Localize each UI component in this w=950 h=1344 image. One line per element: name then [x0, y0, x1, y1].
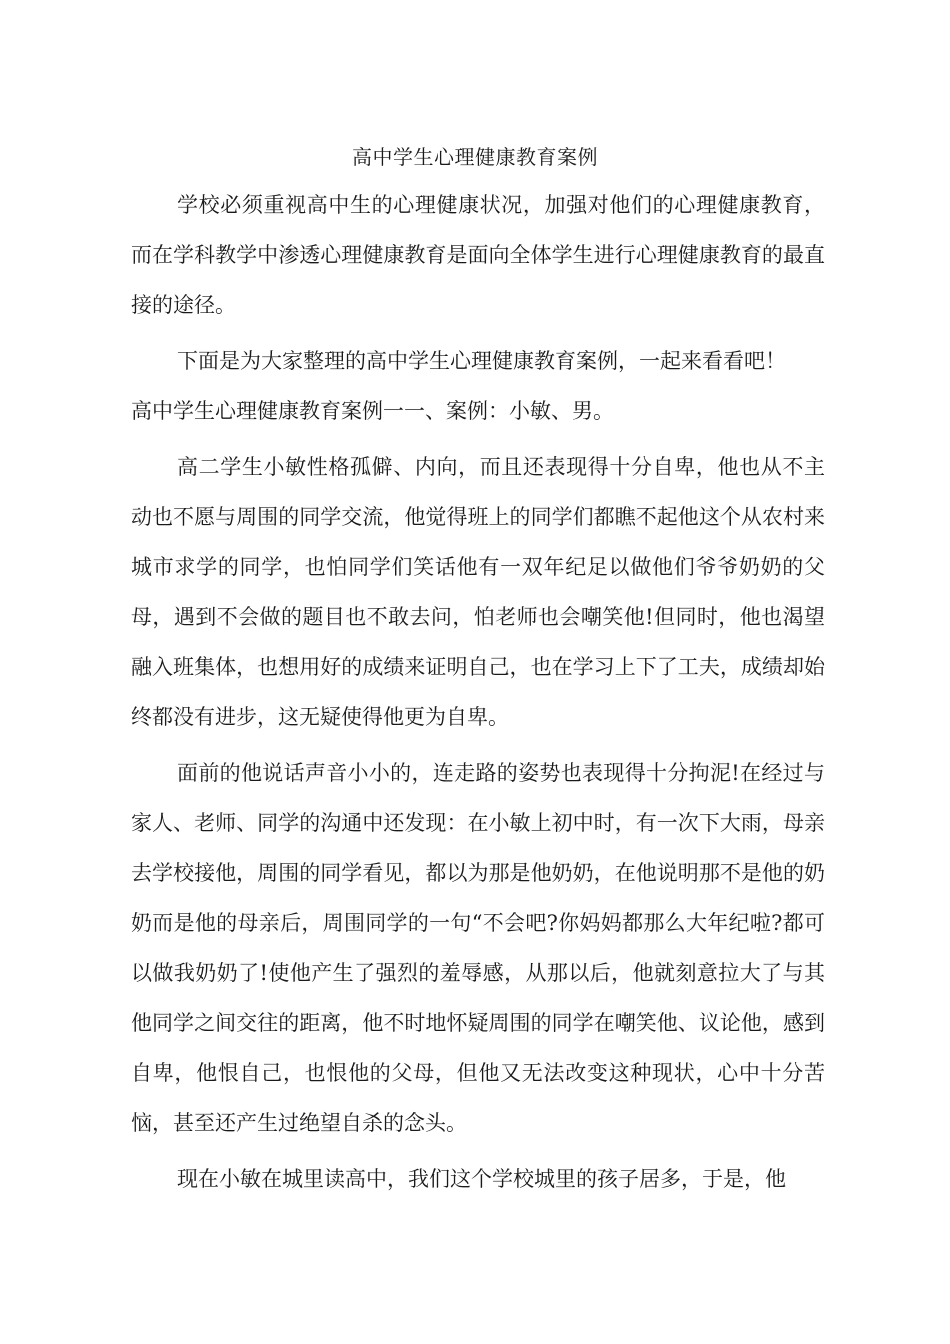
document-title: 高中学生心理健康教育案例 [352, 145, 598, 169]
paragraph-case-details: 面前的他说话声音小小的，连走路的姿势也表现得十分拘泥!在经过与家人、老师、同学的沟通中还发现：在小敏上初中时，有一次下大雨，母亲去学校接他，周围的同学看见，都以为那是他奶奶，在他说明那不是他的奶奶而是他的母亲后，周围同学的一句“不会吧?你妈妈都那么大年纪啦?都可以做我奶奶了!使他产生了强烈的羞辱感，从那以后，他就刻意拉大了与其他同学之间交往的距离，他不时地怀疑周围的同学在嘲笑他、议论他，感到自卑，他恨自己，也恨他的父母，但他又无法改变这种现状，心中十分苦恼，甚至还产生过绝望自杀的念头。 [131, 761, 825, 1135]
paragraph-case-background: 高二学生小敏性格孤僻、内向，而且还表现得十分自卑，他也从不主动也不愿与周围的同学交流，他觉得班上的同学们都瞧不起他这个从农村来城市求学的同学，也怕同学们笑话他有一双年纪足以做他们爷爷奶奶的父母，遇到不会做的题目也不敢去问，怕老师也会嘲笑他!但同时，他也渴望融入班集体，也想用好的成绩来证明自己，也在学习上下了工夫，成绩却始终都没有进步，这无疑使得他更为自卑。 [131, 455, 825, 729]
paragraph-case-heading: 高中学生心理健康教育案例一一、案例：小敏、男。 [131, 399, 614, 423]
document-body [131, 180, 825, 1210]
paragraph-intro: 学校必须重视高中生的心理健康状况，加强对他们的心理健康教育，而在学科教学中渗透心理健康教育是面向全体学生进行心理健康教育的最直接的途径。 [131, 193, 825, 317]
paragraph-lead: 下面是为大家整理的高中学生心理健康教育案例，一起来看看吧！ [177, 349, 786, 373]
paragraph-case-current: 现在小敏在城里读高中，我们这个学校城里的孩子居多，于是，他 [177, 1167, 786, 1191]
